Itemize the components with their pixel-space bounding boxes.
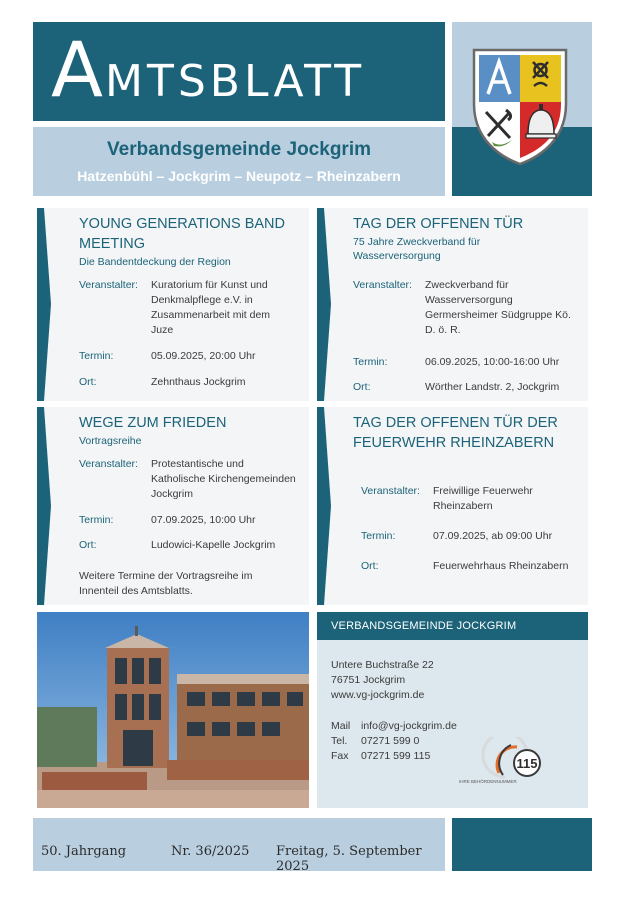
contact-box xyxy=(317,612,588,808)
address-city: 76751 Jockgrim xyxy=(331,674,406,686)
event-title: WEGE ZUM FRIEDEN xyxy=(79,415,227,431)
masthead-subtitle-band xyxy=(33,127,445,196)
fax-label: Fax xyxy=(331,750,349,762)
event-title: TAG DER OFFENEN TÜR DER FEUERWEHR RHEINZABERN xyxy=(353,415,558,451)
coat-of-arms-icon xyxy=(470,46,570,168)
masthead-title: AMTSBLATT xyxy=(51,25,366,114)
event-organizer-row xyxy=(353,278,583,338)
event-place-row xyxy=(79,538,304,553)
member-towns: Hatzenbühl – Jockgrim – Neupotz – Rheinzabern xyxy=(77,168,401,184)
event-date-row xyxy=(79,349,304,364)
organizer-label: Veranstalter: xyxy=(79,279,138,291)
tel-label: Tel. xyxy=(331,735,348,747)
masthead xyxy=(33,22,445,121)
date-label: Termin: xyxy=(79,514,114,526)
place-label: Ort: xyxy=(353,381,371,393)
issue-date: Freitag, 5. September 2025 xyxy=(276,844,422,874)
place-value: Ludowici-Kapelle Jockgrim xyxy=(151,539,276,551)
event-organizer-row xyxy=(79,278,304,338)
card-arrow-icon xyxy=(37,208,51,401)
event-note: Weitere Termine der Vortragsreihe im Innenteil des Amtsblatts. xyxy=(79,570,253,597)
event-subtitle: Vortragsreihe xyxy=(79,435,142,447)
card-arrow-icon xyxy=(317,208,331,401)
footer-accent-panel xyxy=(452,818,592,871)
event-date-row xyxy=(361,529,583,544)
organizer-value: Freiwillige Feuerwehr Rheinzabern xyxy=(433,485,533,512)
issue-number: Nr. 36/2025 xyxy=(171,844,250,859)
contact-heading: VERBANDSGEMEINDE JOCKGRIM xyxy=(317,612,588,640)
website-link[interactable]: www.vg-jockgrim.de xyxy=(331,689,425,701)
date-value: 07.09.2025, 10:00 Uhr xyxy=(151,514,256,526)
fax-value: 07271 599 115 xyxy=(361,750,431,762)
mail-link[interactable]: info@vg-jockgrim.de xyxy=(361,720,457,732)
organizer-label: Veranstalter: xyxy=(353,279,412,291)
authority-number-115-icon xyxy=(457,737,553,787)
date-label: Termin: xyxy=(79,350,114,362)
card-arrow-icon xyxy=(37,407,51,605)
event-place-row xyxy=(79,375,304,390)
address-street: Untere Buchstraße 22 xyxy=(331,659,434,671)
town-hall-photo xyxy=(37,612,309,808)
place-value: Feuerwehrhaus Rheinzabern xyxy=(433,560,569,572)
issue-footer xyxy=(33,818,445,874)
event-title: YOUNG GENERATIONS BAND MEETING xyxy=(79,216,285,252)
event-card-open-day-water xyxy=(317,208,588,401)
mail-row xyxy=(331,719,457,734)
event-date-row xyxy=(353,355,583,370)
place-label: Ort: xyxy=(79,376,97,388)
event-card-ways-to-peace xyxy=(37,407,309,605)
organizer-value: Protestantische und Katholische Kirchengemeinden Jockgrim xyxy=(151,458,296,500)
place-label: Ort: xyxy=(79,539,97,551)
event-date-row xyxy=(79,513,304,528)
organizer-label: Veranstalter: xyxy=(79,458,138,470)
date-value: 05.09.2025, 20:00 Uhr xyxy=(151,350,256,362)
badge-number: 115 xyxy=(516,756,538,771)
event-subtitle: 75 Jahre Zweckverband für Wasserversorgung xyxy=(353,236,481,262)
event-organizer-row xyxy=(361,484,583,514)
organizer-value: Zweckverband für Wasserversorgung Germersheimer Südgruppe Kö. D. ö. R. xyxy=(425,279,571,336)
fax-row xyxy=(331,749,430,764)
date-label: Termin: xyxy=(353,356,388,368)
event-organizer-row xyxy=(79,457,304,502)
card-arrow-icon xyxy=(317,407,331,605)
date-value: 07.09.2025, ab 09:00 Uhr xyxy=(433,530,553,542)
event-card-band-meeting xyxy=(37,208,309,401)
event-title: TAG DER OFFENEN TÜR xyxy=(353,216,524,232)
publisher-name: Verbandsgemeinde Jockgrim xyxy=(107,139,371,160)
place-label: Ort: xyxy=(361,560,379,572)
date-label: Termin: xyxy=(361,530,396,542)
badge-caption: IHRE BEHÖRDENNUMMER xyxy=(459,779,517,784)
mail-label: Mail xyxy=(331,720,351,732)
organizer-value: Kuratorium für Kunst und Denkmalpflege e.V. in Zusammenarbeit mit dem Juze xyxy=(151,279,271,336)
place-value: Zehnthaus Jockgrim xyxy=(151,376,246,388)
tel-row xyxy=(331,734,419,749)
event-place-row xyxy=(353,380,583,395)
place-value: Wörther Landstr. 2, Jockgrim xyxy=(425,381,560,393)
event-subtitle: Die Bandentdeckung der Region xyxy=(79,256,231,268)
date-value: 06.09.2025, 10:00-16:00 Uhr xyxy=(425,356,560,368)
volume-number: 50. Jahrgang xyxy=(41,844,127,859)
tel-value: 07271 599 0 xyxy=(361,735,420,747)
organizer-label: Veranstalter: xyxy=(361,485,420,497)
event-card-fire-brigade xyxy=(317,407,588,605)
event-place-row xyxy=(361,559,583,574)
